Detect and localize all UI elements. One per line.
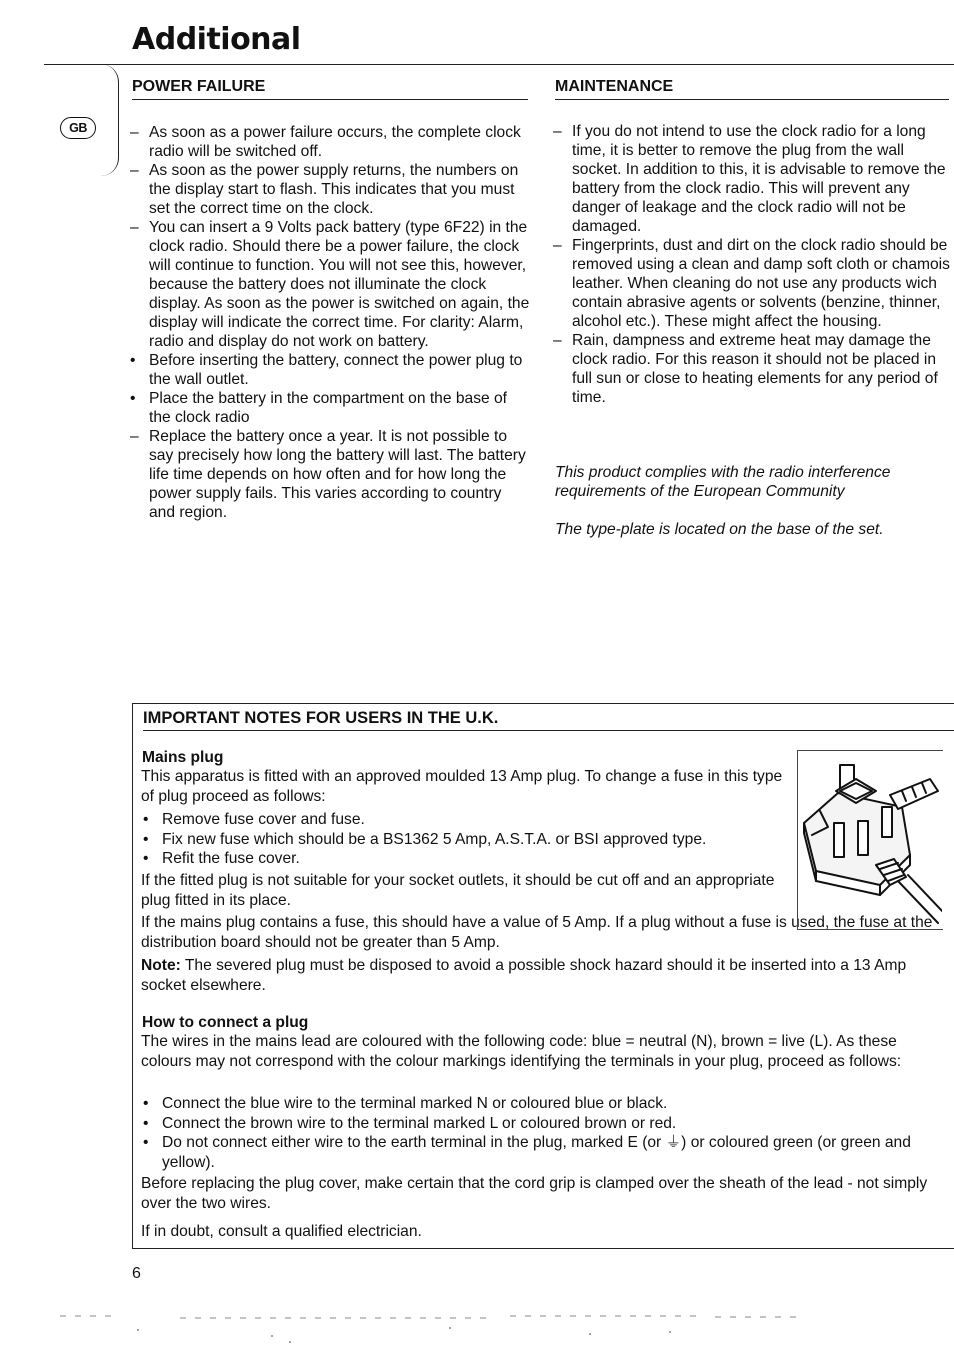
list-item: • Do not connect either wire to the earth terminal in the plug, marked E (or ⏚) or coloured green (or green and yellow). [143,1134,911,1171]
list-item: • Before inserting the battery, connect the power plug to the wall outlet. [130,352,523,388]
severed-plug-note: Note: The severed plug must be disposed to avoid a possible shock hazard should it be inserted into a 13 Amp socket elsewhere. [141,957,907,994]
list-item: • Fix new fuse which should be a BS1362 5 Amp, A.S.T.A. or BSI approved type. [143,830,707,848]
page-title: Additional [132,22,301,57]
uk-notes-heading: IMPORTANT NOTES FOR USERS IN THE U.K. [143,707,954,731]
connect-plug-heading: How to connect a plug [142,1014,309,1031]
compliance-note: This product complies with the radio interference requirements of the European Community [555,464,891,500]
list-item: • Connect the brown wire to the terminal marked L or coloured brown or red. [143,1114,677,1132]
list-item: – You can insert a 9 Volts pack battery (type 6F22) in the clock radio. Should there be a power failure, the clock will continue to function. You will not see this, however, because the battery does not illuminate the clock display. As soon as the power is switched on again, the display will indicate the correct time. For clarity: Alarm, radio and display do not work on battery. [130,219,530,350]
mains-plug-intro: This apparatus is fitted with an approved moulded 13 Amp plug. To change a fuse in this type of plug proceed as follows: [141,768,783,805]
plug-drawing [798,751,942,929]
list-item: – Replace the battery once a year. It is not possible to say precisely how long the battery will last. The battery life time depends on how often and for how long the power supply fails. This varies according to country and region. [130,428,526,521]
power-failure-heading: POWER FAILURE [132,76,528,100]
list-item: – If you do not intend to use the clock radio for a long time, it is better to remove the plug from the wall socket. In addition to this, it is advisable to remove the battery from the clock radio. This will prevent any danger of leakage and the clock radio will not be damaged. [553,123,946,235]
list-item: – As soon as the power supply returns, the numbers on the display start to flash. This indicates that you must set the correct time on the clock. [130,162,519,217]
wire-colour-intro: The wires in the mains lead are coloured with the following code: blue = neutral (N), brown = live (L). As these colours may not correspond with the colour markings identifying the terminals in your plug, proceed as follows: [141,1033,902,1070]
list-item: • Remove fuse cover and fuse. [143,811,365,828]
scan-artifact-noise [60,1308,920,1348]
list-item: – Fingerprints, dust and dirt on the clock radio should be removed using a clean and damp soft cloth or chamois leather. When cleaning do not use any products wich contain abrasive agents or solvents (benzine, thinner, alcohol etc.). These might affect the housing. [553,237,950,330]
list-item: – Rain, dampness and extreme heat may damage the clock radio. For this reason it should not be placed in full sun or close to heating elements for any period of time. [553,332,938,406]
list-item: • Connect the blue wire to the terminal marked N or coloured blue or black. [143,1095,668,1112]
maintenance-heading: MAINTENANCE [555,76,949,100]
list-item: • Place the battery in the compartment on the base of the clock radio [130,390,508,426]
page-number: 6 [132,1265,141,1282]
language-badge-gb: GB [60,117,96,139]
unsuitable-plug-text: If the fitted plug is not suitable for your socket outlets, it should be cut off and an appropriate plug fitted in its place. [141,872,775,909]
wiring-steps-list [141,1094,931,1172]
type-plate-note: The type-plate is located on the base of the set. [555,521,884,538]
title-rule [44,64,954,65]
plug-illustration [797,750,943,930]
maintenance-list [553,122,954,407]
list-item: • Refit the fuse cover. [143,850,300,868]
mains-plug-heading: Mains plug [142,749,224,766]
cord-grip-text: Before replacing the plug cover, make certain that the cord grip is clamped over the sheath of the lead - not simply over the two wires. [141,1175,928,1212]
fuse-steps-list [141,810,796,869]
electrician-advice: If in doubt, consult a qualified electrician. [141,1223,422,1240]
fuse-value-text: If the mains plug contains a fuse, this should have a value of 5 Amp. If a plug without a fuse is used, the fuse at the distribution board should not be greater than 5 Amp. [141,914,933,951]
list-item: – As soon as a power failure occurs, the complete clock radio will be switched off. [130,124,521,160]
power-failure-list [130,123,530,522]
note-label: Note: [141,957,181,974]
